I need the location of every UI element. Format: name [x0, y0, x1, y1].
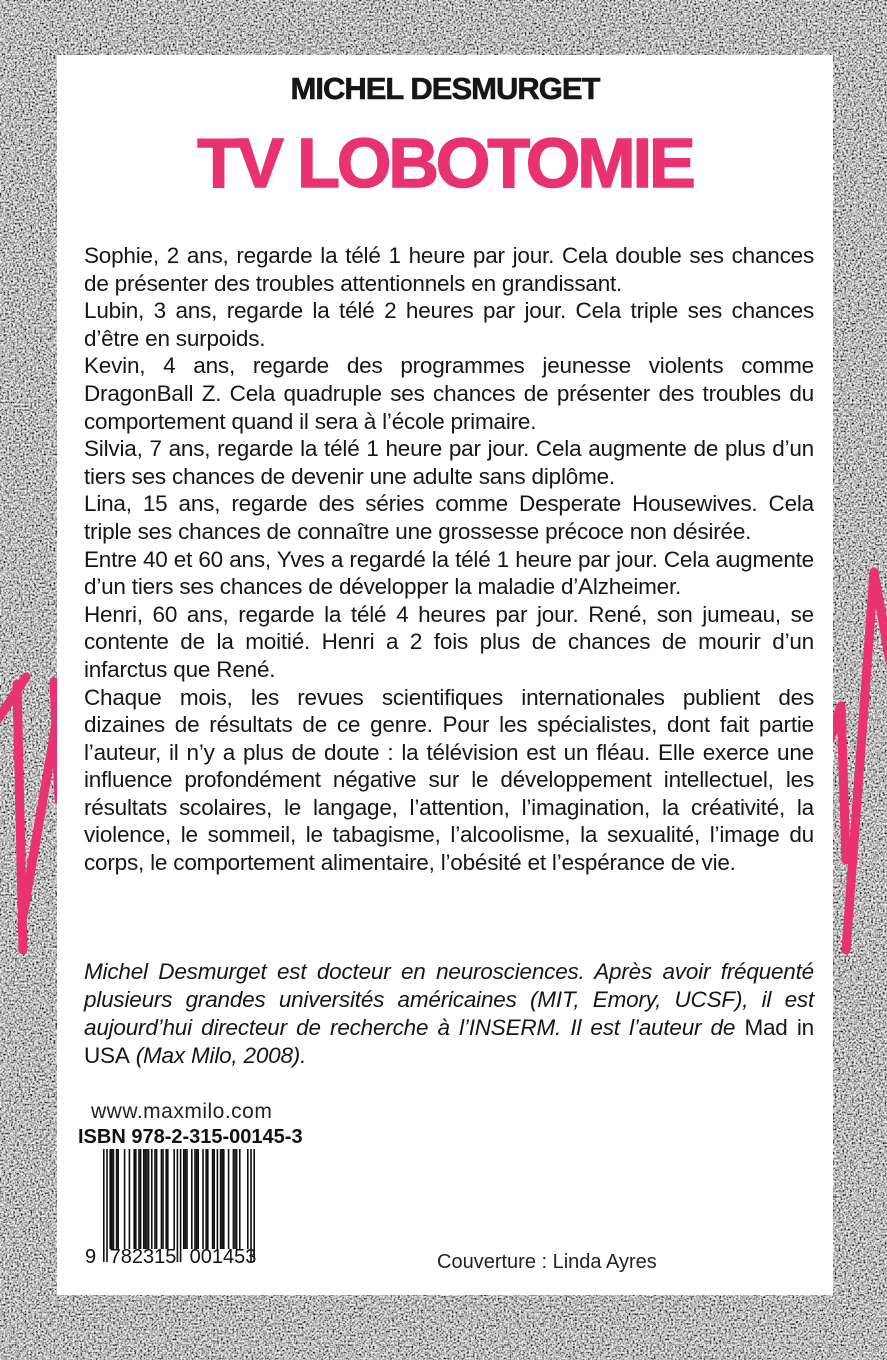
isbn-label: ISBN 978-2-315-00145-3 [78, 1126, 303, 1148]
cover-credit: Couverture : Linda Ayres [437, 1251, 657, 1273]
back-text-paragraph: Sophie, 2 ans, regarde la télé 1 heure par jour. Cela double ses chances de présenter des troubles attentionnels en grandissant. [84, 243, 814, 296]
back-cover-panel [57, 55, 833, 1295]
barcode-digit-group: 782315 [109, 1246, 177, 1268]
back-text-paragraph: Entre 40 et 60 ans, Yves a regardé la télé 1 heure par jour. Cela augmente d’un tiers ses chances de développer la maladie d’Alzheimer. [84, 546, 814, 600]
book-title: TV LOBOTOMIE [197, 124, 693, 202]
barcode-digit-group: 001453 [189, 1246, 257, 1268]
author-bio [84, 958, 814, 1070]
barcode-digit-group: 9 [85, 1246, 97, 1268]
back-text-paragraph: Kevin, 4 ans, regarde des programmes jeunesse violents comme DragonBall Z. Cela quadruple ses chances de présenter des troubles du comportement quand il sera à l’école primaire. [84, 353, 814, 434]
back-text-paragraph: Silvia, 7 ans, regarde la télé 1 heure par jour. Cela augmente de plus d’un tiers ses chances de devenir une adulte sans diplôme. [84, 436, 814, 489]
back-text-paragraph: Lina, 15 ans, regarde des séries comme Desperate Housewives. Cela triple ses chances de connaître une grossesse précoce non désirée. [84, 491, 814, 544]
cover-author: MICHEL DESMURGET [290, 71, 600, 106]
bio-text-italic-end: (Max Milo, 2008). [129, 1043, 307, 1068]
back-text-paragraph: Henri, 60 ans, regarde la télé 4 heures par jour. René, son jumeau, se contente de la moitié. Henri a 2 fois plus de chances de mourir d’un infarctus que René. [84, 601, 814, 682]
back-text-paragraph: Chaque mois, les revues scientifiques internationales publient des dizaines de résultats de ce genre. Pour les spécialistes, dont fait partie l’auteur, il n’y a plus de doute : la télévision est un fléau. Elle exerce une influence profondément négative sur le développement intellectuel, les résultats scolaires, le langage, l’attention, l’imagination, la créativité, la violence, le sommeil, le tabagisme, l’alcoolisme, la sexualité, l’image du corps, le comportement alimentaire, l’obésité et l’espérance de vie. [84, 684, 814, 876]
back-cover-text [84, 242, 814, 877]
bio-book-title: Mad in USA [84, 1015, 814, 1068]
barcode [85, 1149, 265, 1269]
barcode-number [85, 1246, 265, 1269]
bio-text-italic: Michel Desmurget est docteur en neurosciences. Après avoir fréquenté plusieurs grandes universités américaines (MIT, Emory, UCSF), il est aujourd’hui directeur de recherche à l’INSERM. Il est l’auteur de [84, 959, 814, 1040]
back-text-paragraph: Lubin, 3 ans, regarde la télé 2 heures par jour. Cela triple ses chances d’être en surpoids. [84, 298, 814, 351]
publisher-website: www.maxmilo.com [91, 1100, 273, 1123]
